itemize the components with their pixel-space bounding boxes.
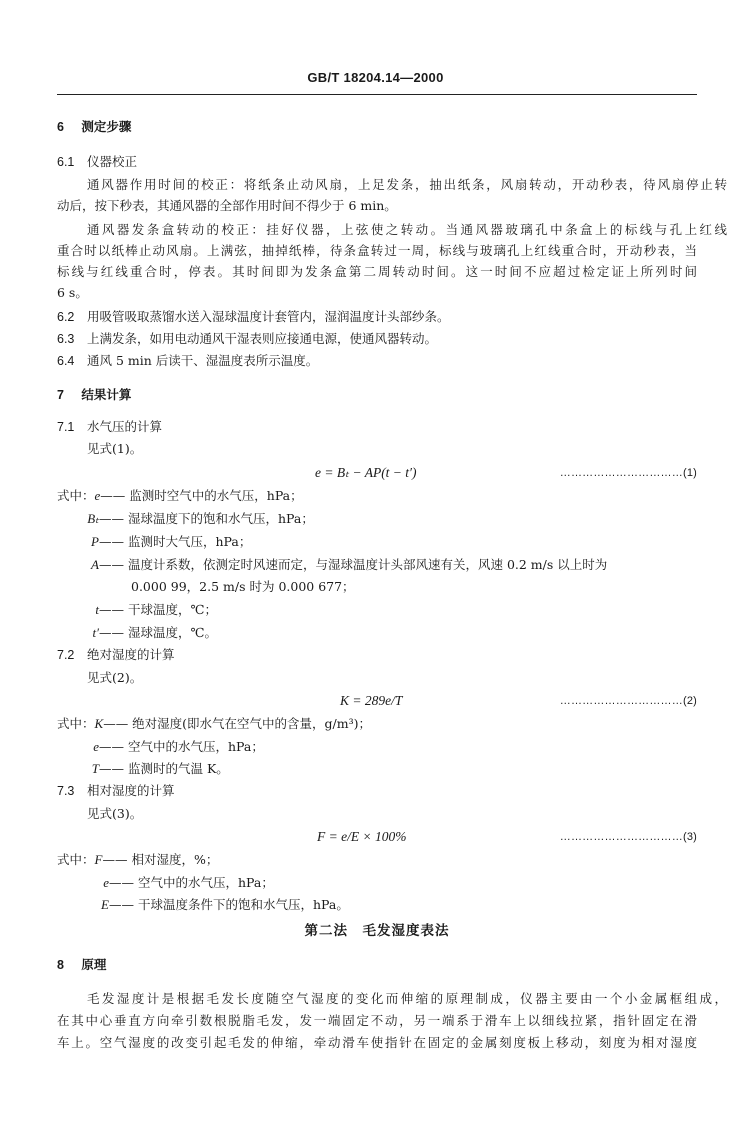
variable-description: —— 绝对湿度(即水气在空气中的含量，g/m³)； [103, 716, 371, 731]
variable-definition: 式中：F—— 相对湿度，%； [57, 852, 219, 867]
equation-2-number: ……………………………(2) [559, 695, 697, 707]
variable-description: —— 湿球温度下的饱和水气压，hPa； [99, 511, 314, 526]
section-8-heading [57, 956, 697, 974]
method-2-title: 第二法 毛发湿度表法 [304, 923, 450, 939]
variable-description: —— 干球温度，℃； [99, 602, 217, 617]
variable-description: —— 温度计系数，依测定时风速而定，与湿球温度计头部风速有关，风速 0.2 m/s 以上时为 [99, 557, 608, 572]
equation-2: K = 289e/T [340, 693, 403, 708]
section-title: 原理 [81, 957, 107, 972]
variable-definition [57, 624, 697, 642]
section-6-2 [57, 308, 697, 326]
equation-1-row [57, 464, 697, 482]
section-title: 相对湿度的计算 [86, 783, 175, 798]
variable-definition [57, 533, 697, 551]
paragraph-line: 标线与红线重合时，停表。其时间即为发条盒第二周转动时间。这一时间不应超过检定证上所列时间 [57, 264, 697, 279]
section-number: 7.1 [57, 420, 75, 434]
variable-definition [57, 556, 697, 574]
section-7-1-heading [57, 418, 697, 436]
section-title: 仪器校正 [86, 154, 137, 169]
section-number: 6.3 [57, 332, 75, 346]
section-number: 6.2 [57, 310, 75, 324]
variable-symbol: t [95, 602, 99, 617]
section-number: 7.2 [57, 648, 75, 662]
equation-1: e = Bₜ − AP(t − t′) [315, 465, 417, 480]
paragraph-line: 通风器作用时间的校正：将纸条止动风扇，上足发条，抽出纸条，风扇转动，开动秒表，待风扇停止转 [87, 177, 727, 192]
paragraph-line: 6 s。 [57, 285, 88, 300]
variable-symbol: t′ [92, 625, 99, 640]
section-title: 结果计算 [81, 387, 132, 402]
variable-definition-continued: 0.000 99，2.5 m/s 时为 0.000 677； [131, 579, 355, 594]
variable-definition: 式中：e—— 监测时空气中的水气压，hPa； [57, 488, 303, 503]
variable-description: —— 监测时空气中的水气压，hPa； [100, 488, 303, 503]
variable-definition [57, 896, 697, 914]
section-6-1-heading [57, 153, 697, 171]
section-6-3 [57, 330, 697, 348]
variable-definition [57, 738, 697, 756]
equation-reference: 见式(3)。 [87, 806, 143, 821]
section-7-3-heading [57, 782, 697, 800]
section-number: 8 [57, 958, 64, 972]
section-7-heading [57, 386, 697, 404]
page-header: GB/T 18204.14—2000 [307, 70, 444, 85]
header-rule [57, 94, 697, 95]
variable-symbol: K [94, 716, 104, 731]
equation-2-row [57, 692, 697, 710]
section-number: 7 [57, 388, 64, 402]
variable-definition [57, 760, 697, 778]
variable-definition [57, 510, 697, 528]
paragraph-line: 重合时以纸棒止动风扇。上满弦，抽掉纸棒，待条盒转过一周，标线与玻璃孔上红线重合时，开动秒表，当 [57, 243, 697, 258]
paragraph-line: 通风器发条盒转动的校正：挂好仪器，上弦使之转动。当通风器玻璃孔中条盒上的标线与孔上红线 [87, 222, 727, 237]
variable-symbol: F [94, 852, 103, 867]
variable-symbol: A [91, 557, 99, 572]
variable-symbol: E [101, 897, 109, 912]
equation-reference: 见式(1)。 [87, 441, 143, 456]
section-number: 7.3 [57, 784, 75, 798]
equation-reference: 见式(2)。 [87, 670, 143, 685]
variable-definition [57, 874, 697, 892]
section-number: 6.1 [57, 155, 75, 169]
paragraph-line: 动后，按下秒表，其通风器的全部作用时间不得少于 6 min。 [57, 198, 397, 213]
section-title: 绝对湿度的计算 [86, 647, 175, 662]
variable-description: —— 监测时大气压，hPa； [99, 534, 252, 549]
variable-description: —— 监测时的气温 K。 [99, 761, 229, 776]
section-title: 水气压的计算 [86, 419, 162, 434]
section-7-2-heading [57, 646, 697, 664]
equation-3-row [57, 828, 697, 846]
variable-description: —— 空气中的水气压，hPa； [109, 875, 274, 890]
variable-definition [57, 601, 697, 619]
section-text: 通风 5 min 后读干、湿温度表所示温度。 [86, 353, 319, 368]
variable-symbol: e [93, 739, 99, 754]
variable-description: —— 相对湿度，%； [102, 852, 219, 867]
section-title: 测定步骤 [81, 119, 132, 134]
variable-description: —— 湿球温度，℃。 [99, 625, 217, 640]
variable-symbol: T [91, 761, 99, 776]
section-6-heading [57, 118, 697, 136]
variable-definition: 式中：K—— 绝对湿度(即水气在空气中的含量，g/m³)； [57, 716, 371, 731]
section-number: 6.4 [57, 354, 75, 368]
section-6-4 [57, 352, 697, 370]
variable-symbol: e [94, 488, 101, 503]
variable-symbol: P [91, 534, 99, 549]
equation-3-number: ……………………………(3) [559, 831, 697, 843]
paragraph-line: 车上。空气湿度的改变引起毛发的伸缩，牵动滑车使指针在固定的金属刻度板上移动，刻度为相对湿度 [57, 1035, 697, 1050]
paragraph-line: 毛发湿度计是根据毛发长度随空气湿度的变化而伸缩的原理制成，仪器主要由一个小金属框组成， [87, 991, 727, 1006]
variable-description: —— 空气中的水气压，hPa； [99, 739, 264, 754]
section-text: 上满发条，如用电动通风干湿表则应接通电源，使通风器转动。 [86, 331, 437, 346]
paragraph-line: 在其中心垂直方向牵引数根脱脂毛发，发一端固定不动，另一端系于滑车上以细线拉紧，指针固定在滑 [57, 1013, 697, 1028]
section-text: 用吸管吸取蒸馏水送入湿球温度计套管内，湿润温度计头部纱条。 [86, 309, 450, 324]
section-number: 6 [57, 120, 64, 134]
variable-symbol: Bₜ [87, 511, 99, 526]
variable-symbol: e [103, 875, 109, 890]
equation-1-number: ……………………………(1) [559, 467, 697, 479]
equation-3: F = e/E × 100% [317, 829, 407, 844]
variable-description: —— 干球温度条件下的饱和水气压，hPa。 [109, 897, 349, 912]
